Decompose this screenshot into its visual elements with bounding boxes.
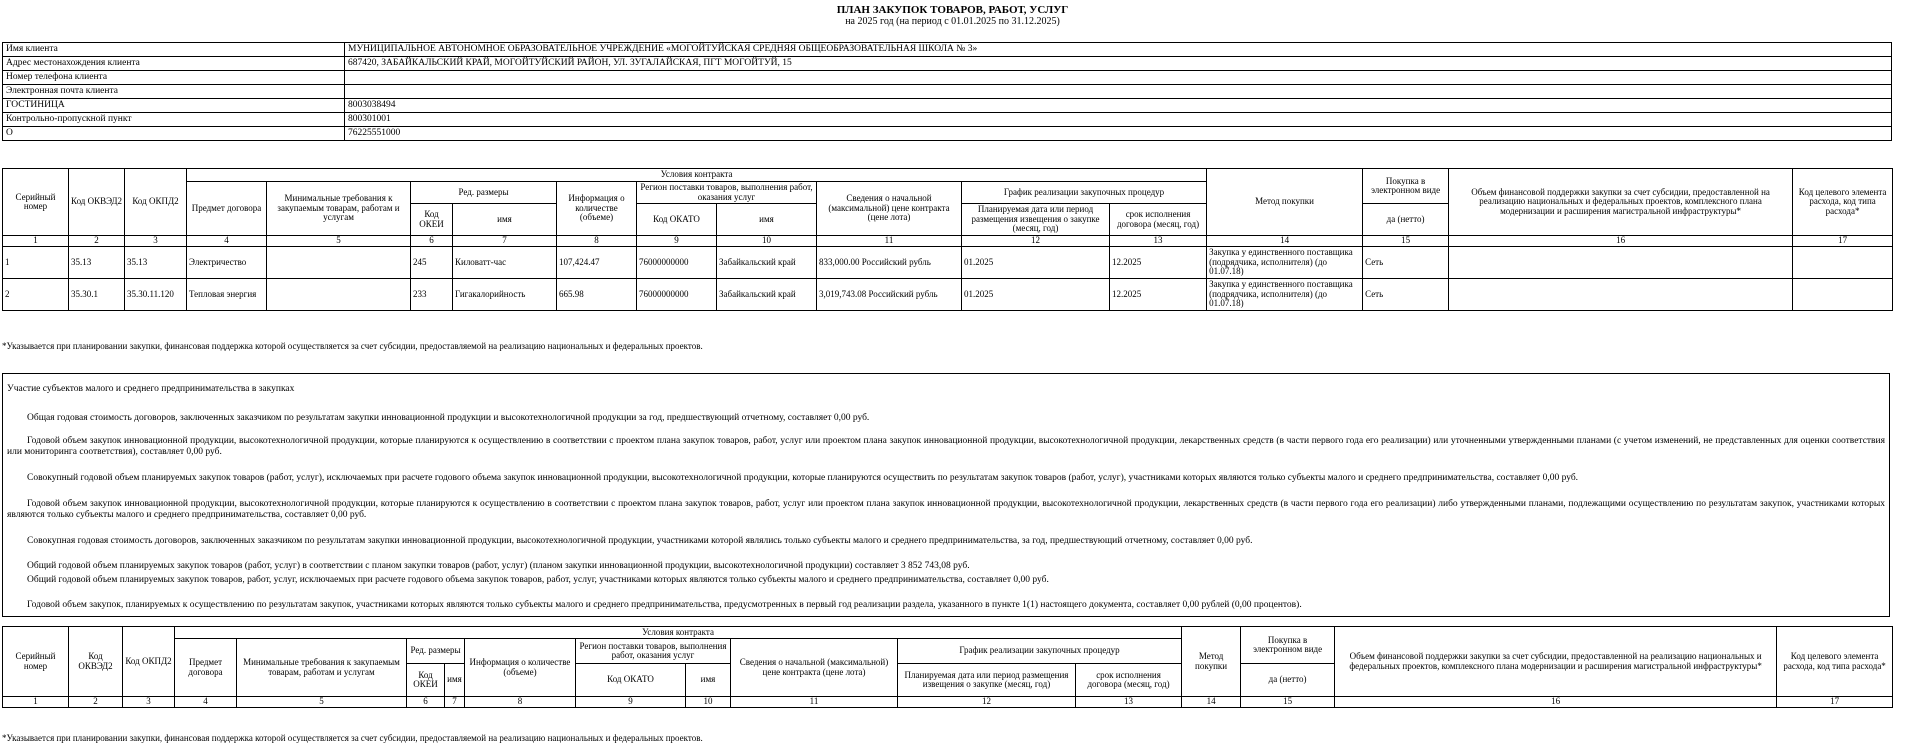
sme-paragraph: Общий годовой объем планируемых закупок товаров, работ, услуг, исключаемых при расчете годового объема закупок товаров, работ, услуг, участниками которых являются только субъекты малого и среднего предпринимательства, составляет 0,00 руб. (27, 575, 1049, 585)
col-okved: Код ОКВЭД2 (69, 169, 125, 236)
cell-planned: 01.2025 (962, 247, 1110, 279)
sme-paragraph: Совокупная годовая стоимость договоров, заключенных заказчиком по результатам закупки инновационной продукции, высокотехнологичной продукции, участниками которой являлись только субъекты малого и среднего предпринимательства, за год, предшествующий отчетному, составляет 0,00 руб. (27, 536, 1253, 546)
col-electronic: Покупка в электронном виде (1363, 169, 1449, 204)
cell-quantity: 107,424.47 (557, 247, 637, 279)
col-serial: Серийный номер (3, 627, 69, 697)
col-contract-terms: Условия контракта (187, 169, 1207, 182)
cell-support (1449, 247, 1793, 279)
col-units: Ред. размеры (407, 639, 465, 664)
col-okei: Код ОКЕИ (411, 204, 453, 236)
col-okato: Код ОКАТО (637, 204, 717, 236)
cell-region: Забайкальский край (717, 247, 817, 279)
column-number: 5 (267, 236, 411, 247)
col-price: Сведения о начальной (максимальной) цене контракта (цене лота) (731, 639, 898, 697)
sme-paragraph: Совокупный годовой объем планируемых закупок товаров (работ, услуг), исключаемых при расчете годового объема закупок инновационной продукции, высокотехнологичной продукции, которые планируются осуществить по результатам закупок товаров (работ, услуг), участниками которых являются только субъекты малого и среднего предпринимательства, составляет 0,00 руб. (27, 473, 1579, 483)
client-info-value: 8003038494 (345, 99, 1892, 113)
cell-okved: 35.30.1 (69, 279, 125, 311)
document-subtitle: на 2025 год (на период с 01.01.2025 по 31.12.2025) (845, 16, 1060, 27)
table-row (3, 247, 1893, 279)
col-requirements: Минимальные требования к закупаемым товарам, работам и услугам (267, 182, 411, 236)
column-number: 1 (3, 697, 69, 708)
client-info-row (3, 99, 1892, 113)
column-number: 17 (1793, 236, 1893, 247)
column-number: 3 (123, 697, 175, 708)
column-number: 8 (557, 236, 637, 247)
column-number: 4 (187, 236, 267, 247)
column-number: 7 (453, 236, 557, 247)
column-number: 5 (237, 697, 407, 708)
column-number: 3 (125, 236, 187, 247)
client-info-row (3, 43, 1892, 57)
column-number: 12 (898, 697, 1076, 708)
col-region-name: имя (717, 204, 817, 236)
col-electronic: Покупка в электронном виде (1241, 627, 1335, 664)
sme-section (2, 373, 1890, 617)
footnote: *Указывается при планировании закупки, финансовая поддержка которой осуществляется за счет субсидии, предоставляемой на реализацию национальных и федеральных проектов. (2, 341, 703, 351)
client-info-value: МУНИЦИПАЛЬНОЕ АВТОНОМНОЕ ОБРАЗОВАТЕЛЬНОЕ УЧРЕЖДЕНИЕ «МОГОЙТУЙСКАЯ СРЕДНЯЯ ОБЩЕОБРАЗОВАТЕЛЬНАЯ ШКОЛА № 3» (345, 43, 1892, 57)
client-info-row (3, 127, 1892, 141)
cell-electronic: Сеть (1363, 279, 1449, 311)
column-number: 9 (576, 697, 686, 708)
col-target-code: Код целевого элемента расхода, код типа расхода* (1793, 169, 1893, 236)
col-region-name: имя (686, 664, 731, 697)
column-number: 2 (69, 697, 123, 708)
col-contract-terms: Условия контракта (175, 627, 1182, 639)
column-number: 10 (717, 236, 817, 247)
column-number: 14 (1207, 236, 1363, 247)
cell-support (1449, 279, 1793, 311)
column-number-row (3, 697, 1893, 708)
column-number: 10 (686, 697, 731, 708)
column-number: 12 (962, 236, 1110, 247)
client-info-label: Номер телефона клиента (3, 71, 345, 85)
col-okpd: Код ОКПД2 (123, 627, 175, 697)
client-info-value: 687420, ЗАБАЙКАЛЬСКИЙ КРАЙ, МОГОЙТУЙСКИЙ РАЙОН, УЛ. ЗУГАЛАЙСКАЯ, ПГТ МОГОЙТУЙ, 15 (345, 57, 1892, 71)
cell-method: Закупка у единственного поставщика (подрядчика, исполнителя) (до 01.07.18) (1207, 247, 1363, 279)
client-info-value: 76225551000 (345, 127, 1892, 141)
col-schedule: График реализации закупочных процедур (898, 639, 1182, 664)
cell-serial: 1 (3, 247, 69, 279)
col-region: Регион поставки товаров, выполнения работ, оказания услуг (637, 182, 817, 204)
col-serial: Серийный номер (3, 169, 69, 236)
client-info-label: Контрольно-пропускной пункт (3, 113, 345, 127)
client-info-row (3, 113, 1892, 127)
client-info-row (3, 85, 1892, 99)
client-info-label: ГОСТИНИЦА (3, 99, 345, 113)
cell-deadline: 12.2025 (1110, 279, 1207, 311)
col-support: Объем финансовой поддержки закупки за счет субсидии, предоставленной на реализацию национальных и федеральных проектов, комплексного плана модернизации и расширения магистральной инфраструктуры* (1335, 627, 1777, 697)
column-number: 16 (1335, 697, 1777, 708)
column-number: 14 (1182, 697, 1241, 708)
sme-heading: Участие субъектов малого и среднего предпринимательства в закупках (7, 384, 295, 394)
cell-electronic: Сеть (1363, 247, 1449, 279)
cell-region: Забайкальский край (717, 279, 817, 311)
client-info-label: Электронная почта клиента (3, 85, 345, 99)
column-number: 1 (3, 236, 69, 247)
cell-subject: Электричество (187, 247, 267, 279)
cell-deadline: 12.2025 (1110, 247, 1207, 279)
footnote: *Указывается при планировании закупки, финансовая поддержка которой осуществляется за счет субсидии, предоставляемой на реализацию национальных и федеральных проектов. (2, 733, 703, 743)
client-info-value (345, 85, 1892, 99)
col-method: Метод покупки (1182, 627, 1241, 697)
client-info-row (3, 71, 1892, 85)
column-number: 13 (1110, 236, 1207, 247)
column-number: 11 (817, 236, 962, 247)
sme-paragraph: Общий годовой объем планируемых закупок товаров (работ, услуг) в соответствии с планом закупки товаров (работ, услуг) (планом закупки инновационной продукции, высокотехнологичной продукции) составляет 3 852 743,08 руб. (27, 561, 970, 571)
client-info-label: Адрес местонахождения клиента (3, 57, 345, 71)
cell-price: 3,019,743.08 Российский рубль (817, 279, 962, 311)
col-okei: Код ОКЕИ (407, 664, 445, 697)
col-units: Ред. размеры (411, 182, 557, 204)
cell-okved: 35.13 (69, 247, 125, 279)
sme-paragraph: Годовой объем закупок, планируемых к осуществлению по результатам закупок, участниками которых являются только субъекты малого и среднего предпринимательства, предусмотренных в первый год реализации раздела, указанного в пункте 1(1) настоящего документа, составляет 0,00 рублей (0,00 процентов). (27, 600, 1302, 610)
column-number: 7 (445, 697, 465, 708)
col-price: Сведения о начальной (максимальной) цене контракта (цене лота) (817, 182, 962, 236)
cell-target (1793, 279, 1893, 311)
col-requirements: Минимальные требования к закупаемым товарам, работам и услугам (237, 639, 407, 697)
table-row (3, 279, 1893, 311)
cell-method: Закупка у единственного поставщика (подрядчика, исполнителя) (до 01.07.18) (1207, 279, 1363, 311)
col-okpd: Код ОКПД2 (125, 169, 187, 236)
col-region: Регион поставки товаров, выполнения работ, оказания услуг (576, 639, 731, 664)
col-okato: Код ОКАТО (576, 664, 686, 697)
client-info-row (3, 57, 1892, 71)
client-info-table (2, 42, 1892, 141)
cell-subject: Тепловая энергия (187, 279, 267, 311)
col-planned-date: Планируемая дата или период размещения извещения о закупке (месяц, год) (898, 664, 1076, 697)
col-unit-name: имя (453, 204, 557, 236)
cell-requirements (267, 279, 411, 311)
cell-okei: 233 (411, 279, 453, 311)
col-quantity: Информация о количестве (объеме) (465, 639, 576, 697)
client-info-value: 800301001 (345, 113, 1892, 127)
column-number: 2 (69, 236, 125, 247)
cell-okato: 76000000000 (637, 247, 717, 279)
column-number: 8 (465, 697, 576, 708)
col-support: Объем финансовой поддержки закупки за счет субсидии, предоставленной на реализацию национальных и федеральных проектов, комплексного плана модернизации и расширения магистральной инфраструктуры* (1449, 169, 1793, 236)
col-electronic-sub: да (нетто) (1241, 664, 1335, 697)
col-schedule: График реализации закупочных процедур (962, 182, 1207, 204)
cell-okpd: 35.30.11.120 (125, 279, 187, 311)
cell-okei: 245 (411, 247, 453, 279)
col-quantity: Информация о количестве (объеме) (557, 182, 637, 236)
col-unit-name: имя (445, 664, 465, 697)
cell-price: 833,000.00 Российский рубль (817, 247, 962, 279)
col-subject: Предмет договора (175, 639, 237, 697)
sme-paragraph: Годовой объем закупок инновационной продукции, высокотехнологичной продукции, которые планируются к осуществлению в соответствии с проектом плана закупок товаров, работ, услуг или проектом плана закупок инновационной продукции, высокотехнологичной продукции, лекарственных средств (в части первого года его реализации) либо утвержденными планами, подлежащими осуществлению по результатам закупок, участниками которых являются только субъекты малого и среднего предпринимательства, составляет 0,00 руб. (7, 499, 1885, 521)
client-info-label: О (3, 127, 345, 141)
cell-unit: Гигакалорийность (453, 279, 557, 311)
column-number: 6 (411, 236, 453, 247)
cell-serial: 2 (3, 279, 69, 311)
procurement-plan-table-2 (2, 626, 1893, 708)
sme-paragraph: Годовой объем закупок инновационной продукции, высокотехнологичной продукции, которые планируются к осуществлению в соответствии с проектом плана закупок товаров, работ, услуг или проектом плана закупок инновационной продукции, высокотехнологичной продукции, лекарственных средств (в части первого года его реализации) или уточненными утвержденными планами (с учетом изменений, не представленных для оценки соответствия или мониторинга соответствия), составляет 0,00 руб. (7, 436, 1885, 458)
cell-unit: Киловатт-час (453, 247, 557, 279)
cell-planned: 01.2025 (962, 279, 1110, 311)
column-number: 6 (407, 697, 445, 708)
col-planned-date: Планируемая дата или период размещения извещения о закупке (месяц, год) (962, 204, 1110, 236)
col-deadline: срок исполнения договора (месяц, год) (1110, 204, 1207, 236)
col-subject: Предмет договора (187, 182, 267, 236)
cell-okato: 76000000000 (637, 279, 717, 311)
procurement-plan-table (2, 168, 1893, 311)
col-method: Метод покупки (1207, 169, 1363, 236)
column-number: 13 (1076, 697, 1182, 708)
client-info-value (345, 71, 1892, 85)
col-deadline: срок исполнения договора (месяц, год) (1076, 664, 1182, 697)
cell-okpd: 35.13 (125, 247, 187, 279)
cell-quantity: 665.98 (557, 279, 637, 311)
column-number: 16 (1449, 236, 1793, 247)
column-number: 15 (1363, 236, 1449, 247)
cell-target (1793, 247, 1893, 279)
col-okved: Код ОКВЭД2 (69, 627, 123, 697)
col-target-code: Код целевого элемента расхода, код типа расхода* (1777, 627, 1893, 697)
cell-requirements (267, 247, 411, 279)
sme-paragraph: Общая годовая стоимость договоров, заключенных заказчиком по результатам закупки инновационной продукции и высокотехнологичной продукции за год, предшествующий отчетному, составляет 0,00 руб. (27, 413, 870, 423)
column-number: 4 (175, 697, 237, 708)
column-number-row (3, 236, 1893, 247)
column-number: 15 (1241, 697, 1335, 708)
col-electronic-sub: да (нетто) (1363, 204, 1449, 236)
column-number: 9 (637, 236, 717, 247)
client-info-label: Имя клиента (3, 43, 345, 57)
document-title: ПЛАН ЗАКУПОК ТОВАРОВ, РАБОТ, УСЛУГ (836, 4, 1069, 16)
column-number: 11 (731, 697, 898, 708)
column-number: 17 (1777, 697, 1893, 708)
